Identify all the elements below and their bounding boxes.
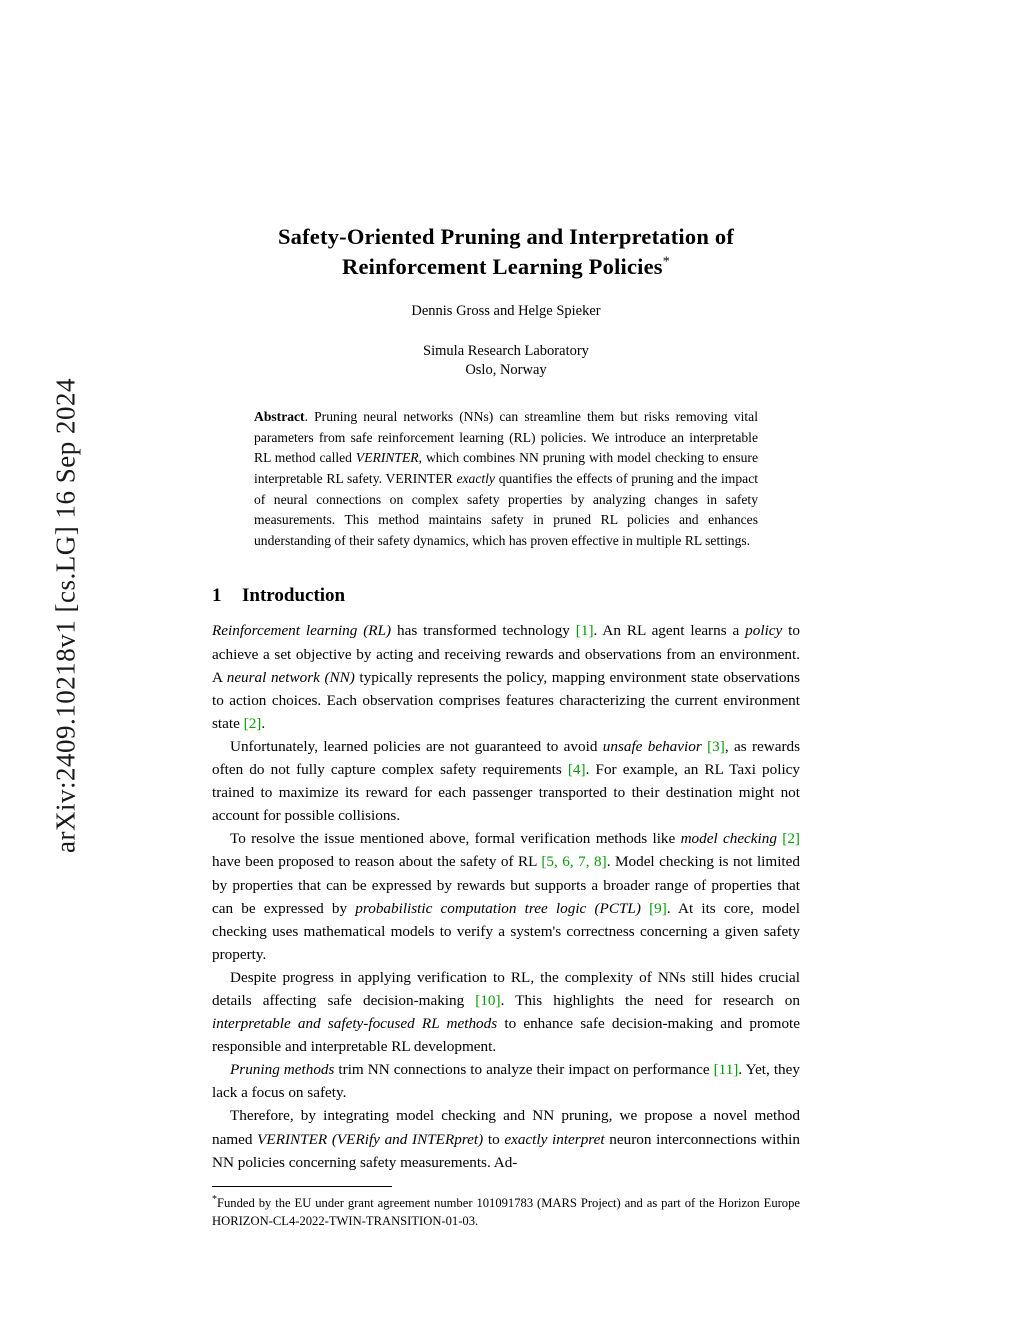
p1-text-e: . [261, 714, 266, 732]
p4-emphasis-1: interpretable and safety-focused RL methods [212, 1015, 498, 1033]
p1-text-c: to achieve a set objective by acting and receiving rewards and observations from an environment. A [212, 622, 800, 686]
affiliation-line-1: Simula Research Laboratory [423, 342, 589, 359]
arxiv-identifier-stamp: arXiv:2409.10218v1 [cs.LG] 16 Sep 2024 [50, 378, 81, 853]
p5-text-b: . Yet, they lack a focus on safety. [212, 1061, 800, 1102]
p1-emphasis-1: Reinforcement learning (RL) [212, 622, 392, 640]
p3-text-c: have been proposed to reason about the safety of RL [212, 853, 542, 871]
paragraph-3 [212, 827, 800, 966]
p3-text-d: . Model checking is not limited by properties that can be expressed by rewards but supports a broader range of properties that can be expressed by [212, 853, 800, 917]
p3-emphasis-1: model checking [680, 830, 777, 848]
abstract-text-1: . Pruning neural networks (NNs) can streamline them but risks removing vital parameters from safe reinforcement learning (RL) policies. We introduce an interpretable RL method called [254, 408, 758, 466]
footnote-separator [212, 1186, 392, 1187]
abstract-text-3: quantifies the effects of pruning and the impact of neural connections on complex safety properties by analyzing changes in safety measurements. This method maintains safety in pruned RL policies and enhances understanding of their safety dynamics, which has proven effective in multiple RL settings. [254, 470, 758, 548]
p1-text-b: . An RL agent learns a [593, 622, 746, 640]
abstract-text-2: , which combines NN pruning with model checking to ensure interpretable RL safety. VERINTER [254, 450, 758, 486]
affiliation [212, 342, 800, 381]
p4-text-b: . This highlights the need for research on [500, 991, 800, 1009]
p6-text-b: to [483, 1130, 505, 1148]
title-line-1: Safety-Oriented Pruning and Interpretation of [277, 224, 735, 249]
abstract-label: Abstract [254, 408, 305, 424]
paragraph-2 [212, 735, 800, 827]
paragraph-4 [212, 966, 800, 1058]
page-title [212, 222, 800, 283]
citation-link-8[interactable]: [10] [475, 991, 501, 1009]
p4-text-a: Despite progress in applying verification to RL, the complexity of NNs still hides crucial details affecting safe decision-making [212, 968, 800, 1009]
p2-emphasis-1: unsafe behavior [602, 737, 702, 755]
abstract-emphasis-2: exactly [456, 470, 495, 486]
abstract-block [254, 407, 758, 552]
paragraph-6 [212, 1104, 800, 1173]
p6-text-c: neuron interconnections within NN policies concerning safety measurements. Ad- [212, 1130, 800, 1171]
p2-text-d: . For example, an RL Taxi policy trained to maximize its reward for each passenger transported to their destination might not account for possible collisions. [212, 761, 800, 825]
p2-text-a: Unfortunately, learned policies are not guaranteed to avoid [230, 737, 603, 755]
abstract-emphasis-1: VERINTER [355, 450, 419, 466]
p5-text-a: trim NN connections to analyze their impact on performance [334, 1061, 714, 1079]
author-list: Dennis Gross and Helge Spieker [411, 302, 601, 319]
p1-emphasis-2: policy [745, 622, 783, 640]
section-heading-introduction [212, 585, 800, 607]
p1-emphasis-3: neural network (NN) [226, 668, 355, 686]
citation-link-3[interactable]: [3] [707, 737, 725, 755]
p6-emphasis-2: exactly interpret [504, 1130, 605, 1148]
affiliation-line-2: Oslo, Norway [465, 362, 547, 379]
footnote-text: Funded by the EU under grant agreement number 101091783 (MARS Project) and as part of the Horizon Europe HORIZON-CL4-2022-TWIN-TRANSITION-01-03. [212, 1195, 800, 1228]
title-line-2: Reinforcement Learning Policies [342, 254, 663, 280]
citation-link-1[interactable]: [1] [575, 622, 594, 640]
p6-text-a: Therefore, by integrating model checking and NN pruning, we propose a novel method named [212, 1107, 800, 1148]
p5-emphasis-1: Pruning methods [230, 1061, 335, 1079]
citation-link-6[interactable]: [5, 6, 7, 8] [541, 853, 607, 871]
title-footnote-marker: * [662, 254, 670, 270]
footnote [212, 1193, 800, 1231]
paragraph-5 [212, 1058, 800, 1104]
p2-text-c: , as rewards often do not fully capture complex safety requirements [212, 737, 801, 779]
citation-link-9[interactable]: [11] [713, 1061, 739, 1079]
paper-page [212, 222, 800, 1231]
citation-link-5[interactable]: [2] [782, 830, 800, 848]
citation-link-2[interactable]: [2] [243, 714, 262, 732]
paragraph-1 [212, 619, 800, 734]
p4-text-c: to enhance safe decision-making and promote responsible and interpretable RL development. [212, 1015, 800, 1056]
section-number: 1 [212, 585, 222, 607]
section-title: Introduction [242, 585, 346, 607]
p6-emphasis-1: VERINTER (VERify and INTERpret) [257, 1130, 484, 1148]
citation-link-7[interactable]: [9] [649, 899, 667, 917]
citation-link-4[interactable]: [4] [567, 761, 586, 779]
p1-text-d: typically represents the policy, mapping environment state observations to action choices. Each observation comprises features characterizing the current environment state [212, 668, 800, 732]
footnote-marker: * [212, 1193, 217, 1205]
p3-text-e [641, 900, 649, 917]
p3-text-a: To resolve the issue mentioned above, formal verification methods like [230, 830, 681, 848]
p3-text-f: . At its core, model checking uses mathematical models to verify a system's correctness concerning a given safety property. [212, 899, 801, 963]
p1-text-a: has transformed technology [391, 622, 576, 640]
p3-emphasis-2: probabilistic computation tree logic (PCTL) [355, 899, 641, 917]
